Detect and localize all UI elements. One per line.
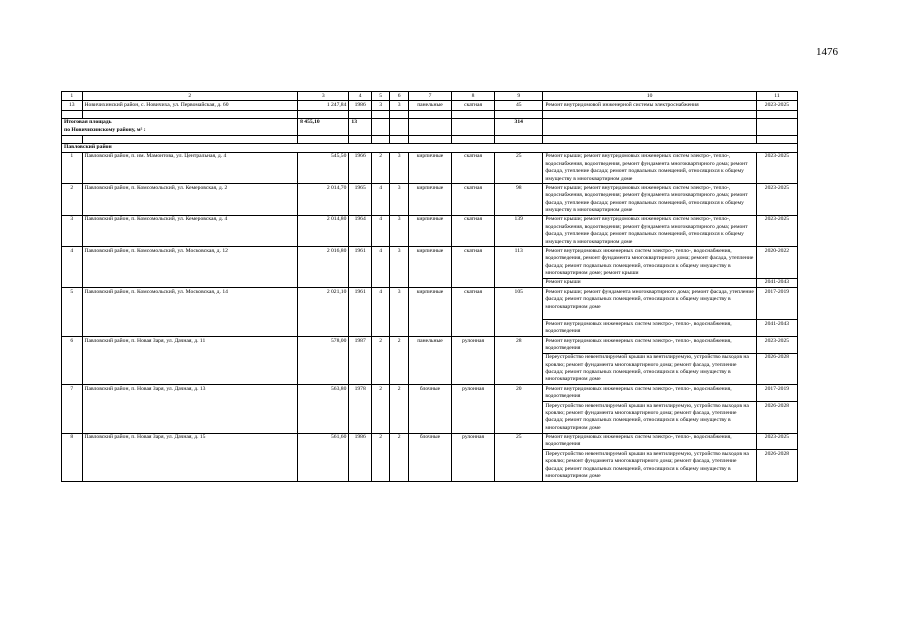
residents-cell: 113 xyxy=(495,247,543,288)
column-number: 3 xyxy=(298,92,349,101)
column-number-row xyxy=(62,92,798,101)
roof-type-cell: рулонная xyxy=(452,433,495,481)
area-cell: 1 247,84 xyxy=(298,101,349,110)
wall-material-cell: кирпичные xyxy=(408,215,451,247)
column-number: 5 xyxy=(371,92,389,101)
wall-material-cell: кирпичные xyxy=(408,152,451,184)
address-cell: Новичихинский район, с. Новичиха, ул. Первомайская, д. 60 xyxy=(82,101,298,110)
wall-material-cell: панельные xyxy=(408,101,451,110)
roof-type-cell: скатная xyxy=(452,184,495,216)
period-cell: 2023-2025 xyxy=(756,215,797,247)
table-row xyxy=(62,433,798,450)
residents-cell: 98 xyxy=(495,184,543,216)
works-cell: Переустройство невентилируемой крыши на вентилируемую, устройство выходов на кровлю; ремонт фундамента многоквартирного дома; ремонт фасада, утепление фасада; ремонт подвальных помещений, относящихся к общему имуществу в многоквартирном доме xyxy=(543,450,757,482)
roof-type-cell: скатная xyxy=(452,101,495,110)
address-cell: Павловский район, п. Комсомольский, ул. Московская, д. 12 xyxy=(82,247,298,288)
year-cell: 1964 xyxy=(349,215,372,247)
table-row xyxy=(62,184,798,216)
roof-type-cell: скатная xyxy=(452,152,495,184)
table-row xyxy=(62,337,798,354)
address-cell: Павловский район, п. Новая Заря, ул. Дачная, д. 15 xyxy=(82,433,298,481)
works-cell: Ремонт крыши; ремонт внутридомовых инженерных систем электро-, тепло-, водоснабжения, водоотведения; ремонт фундамента многоквартирного дома; ремонт фасада, утепление фасада; ремонт подвальных помещений, относящихся к общему имуществу в многоквартирном доме xyxy=(543,215,757,247)
period-cell: 2023-2025 xyxy=(756,101,797,110)
table-row xyxy=(62,101,798,110)
period-cell: 2041-2043 xyxy=(756,320,797,337)
year-cell: 1965 xyxy=(349,184,372,216)
works-cell: Ремонт крыши; ремонт внутридомовых инженерных систем электро-, тепло-, водоснабжения, водоотведения, ремонт фундамента многоквартирного дома; ремонт фасада, утепление фасада; ремонт подвальных помещений, относящихся к общему имуществу в многоквартирном доме xyxy=(543,152,757,184)
table-row xyxy=(62,215,798,247)
column-number: 7 xyxy=(408,92,451,101)
wall-material-cell: панельные xyxy=(408,337,451,385)
wall-material-cell: блочные xyxy=(408,433,451,481)
table-row xyxy=(62,288,798,320)
year-cell: 1986 xyxy=(349,101,372,110)
residents-cell: 105 xyxy=(495,288,543,337)
works-cell: Ремонт внутридомовых инженерных систем электро-, тепло-, водоснабжения, водоотведения xyxy=(543,433,757,450)
period-cell: 2023-2025 xyxy=(756,152,797,184)
period-cell: 2023-2025 xyxy=(756,337,797,354)
roof-type-cell: скатная xyxy=(452,247,495,288)
spacer-row xyxy=(62,135,798,143)
address-cell: Павловский район, п. Комсомольский, ул. Кемеровская, д. 2 xyxy=(82,184,298,216)
roof-type-cell: скатная xyxy=(452,288,495,337)
total-row xyxy=(62,118,798,135)
works-cell: Переустройство невентилируемой крыши на вентилируемую, устройство выходов на кровлю; ремонт фундамента многоквартирного дома; ремонт фасада, утепление фасада; ремонт подвальных помещений, относящихся к общему имуществу в многоквартирном доме xyxy=(543,353,757,385)
column-number: 9 xyxy=(495,92,543,101)
area-cell: 545,50 xyxy=(298,152,349,184)
address-cell: Павловский район, п. Новая Заря, ул. Дачная, д. 11 xyxy=(82,337,298,385)
area-cell: 2 016,80 xyxy=(298,247,349,288)
period-cell: 2023-2025 xyxy=(756,433,797,450)
floors-cell: 2 xyxy=(371,152,389,184)
row-number: 13 xyxy=(62,101,83,110)
floors-cell: 4 xyxy=(371,288,389,337)
district-row xyxy=(62,143,798,152)
table-row xyxy=(62,152,798,184)
total-label xyxy=(62,118,298,135)
works-cell: Ремонт внутридомовых инженерных систем электро-, тепло-, водоснабжения, водоотведения xyxy=(543,337,757,354)
spacer-row xyxy=(62,110,798,118)
column-number: 1 xyxy=(62,92,83,101)
floors-cell: 4 xyxy=(371,215,389,247)
period-cell: 2026-2028 xyxy=(756,353,797,385)
row-number: 7 xyxy=(62,385,83,433)
district-heading: Павловский район xyxy=(62,143,798,152)
entrances-cell: 2 xyxy=(390,433,408,481)
total-area: 8 455,10 xyxy=(298,118,349,135)
row-number: 8 xyxy=(62,433,83,481)
works-cell: Ремонт крыши; ремонт внутридомовых инженерных систем электро-, тепло-, водоснабжения, водоотведения; ремонт фундамента многоквартирного дома; ремонт фасада, утепление фасада; ремонт подвальных помещений, относящихся к общему имуществу в многоквартирном доме xyxy=(543,184,757,216)
roof-type-cell: рулонная xyxy=(452,337,495,385)
wall-material-cell: блочные xyxy=(408,385,451,433)
entrances-cell: 2 xyxy=(390,337,408,385)
area-cell: 2 021,10 xyxy=(298,288,349,337)
total-label-line: Итоговая площадь xyxy=(64,119,112,126)
address-cell: Павловский район, п. Комсомольский, ул. Кемеровская, д. 4 xyxy=(82,215,298,247)
address-cell: Павловский район, п. Комсомольский, ул. Московская, д. 14 xyxy=(82,288,298,337)
row-number: 6 xyxy=(62,337,83,385)
address-cell: Павловский район, п. Новая Заря, ул. Дачная, д. 13 xyxy=(82,385,298,433)
row-number: 4 xyxy=(62,247,83,288)
works-cell: Переустройство невентилируемой крыши на вентилируемую, устройство выходов на кровлю; ремонт фундамента многоквартирного дома; ремонт фасада, утепление фасада; ремонт подвальных помещений, относящихся к общему имуществу в многоквартирном доме xyxy=(543,402,757,434)
works-cell: Ремонт внутридомовых инженерных систем электро-, тепло-, водоснабжения, водоотведения xyxy=(543,385,757,402)
column-number: 8 xyxy=(452,92,495,101)
floors-cell: 4 xyxy=(371,184,389,216)
row-number: 2 xyxy=(62,184,83,216)
year-cell: 1961 xyxy=(349,247,372,288)
total-count: 13 xyxy=(349,118,372,135)
area-cell: 578,00 xyxy=(298,337,349,385)
total-label-line: по Новичихинскому району, м² : xyxy=(64,126,146,133)
housing-repair-table xyxy=(61,91,798,482)
wall-material-cell: кирпичные xyxy=(408,288,451,337)
entrances-cell: 3 xyxy=(390,247,408,288)
residents-cell: 20 xyxy=(495,385,543,433)
works-cell: Ремонт внутридомовой инженерной системы электроснабжения xyxy=(543,101,757,110)
year-cell: 1986 xyxy=(349,433,372,481)
works-cell: Ремонт крыши xyxy=(543,278,757,287)
area-cell: 563,80 xyxy=(298,385,349,433)
area-cell: 561,60 xyxy=(298,433,349,481)
entrances-cell: 3 xyxy=(390,152,408,184)
residents-cell: 45 xyxy=(495,101,543,110)
wall-material-cell: кирпичные xyxy=(408,247,451,288)
works-cell: Ремонт крыши; ремонт фундамента многоквартирного дома; ремонт фасада, утепление фасада; ремонт подвальных помещений, относящихся к общему имуществу в многоквартирном доме xyxy=(543,288,757,320)
period-cell: 2017-2019 xyxy=(756,288,797,320)
floors-cell: 3 xyxy=(371,101,389,110)
period-cell: 2023-2025 xyxy=(756,184,797,216)
floors-cell: 4 xyxy=(371,247,389,288)
page-number: 1476 xyxy=(816,46,838,58)
entrances-cell: 3 xyxy=(390,184,408,216)
period-cell: 2026-2028 xyxy=(756,402,797,434)
works-cell: Ремонт внутридомовых инженерных систем электро-, тепло-, водоснабжения, водоотведения, ремонт фундамента многоквартирного дома; ремонт фасада, утепление фасада; ремонт подвальных помещений, относящихся к общему имуществу в многоквартирном доме; ремонт крыши xyxy=(543,247,757,279)
row-number: 5 xyxy=(62,288,83,337)
roof-type-cell: скатная xyxy=(452,215,495,247)
total-residents: 314 xyxy=(495,118,543,135)
column-number: 2 xyxy=(82,92,298,101)
row-number: 1 xyxy=(62,152,83,184)
column-number: 10 xyxy=(543,92,757,101)
column-number: 6 xyxy=(390,92,408,101)
year-cell: 1987 xyxy=(349,337,372,385)
residents-cell: 139 xyxy=(495,215,543,247)
residents-cell: 28 xyxy=(495,337,543,385)
residents-cell: 25 xyxy=(495,152,543,184)
address-cell: Павловский район, п. им. Мамонтова, ул. Центральная, д. 4 xyxy=(82,152,298,184)
year-cell: 1961 xyxy=(349,288,372,337)
wall-material-cell: кирпичные xyxy=(408,184,451,216)
period-cell: 2026-2028 xyxy=(756,450,797,482)
period-cell: 2041-2043 xyxy=(756,278,797,287)
works-cell: Ремонт внутридомовых инженерных систем электро-, тепло-, водоснабжения, водоотведения xyxy=(543,320,757,337)
area-cell: 2 014,70 xyxy=(298,184,349,216)
table-row xyxy=(62,247,798,279)
year-cell: 1978 xyxy=(349,385,372,433)
column-number: 4 xyxy=(349,92,372,101)
column-number: 11 xyxy=(756,92,797,101)
period-cell: 2020-2022 xyxy=(756,247,797,279)
entrances-cell: 3 xyxy=(390,215,408,247)
floors-cell: 2 xyxy=(371,337,389,385)
table-row xyxy=(62,385,798,402)
area-cell: 2 014,80 xyxy=(298,215,349,247)
year-cell: 1966 xyxy=(349,152,372,184)
roof-type-cell: рулонная xyxy=(452,385,495,433)
floors-cell: 2 xyxy=(371,433,389,481)
entrances-cell: 3 xyxy=(390,288,408,337)
row-number: 3 xyxy=(62,215,83,247)
floors-cell: 2 xyxy=(371,385,389,433)
period-cell: 2017-2019 xyxy=(756,385,797,402)
entrances-cell: 3 xyxy=(390,101,408,110)
residents-cell: 25 xyxy=(495,433,543,481)
entrances-cell: 2 xyxy=(390,385,408,433)
